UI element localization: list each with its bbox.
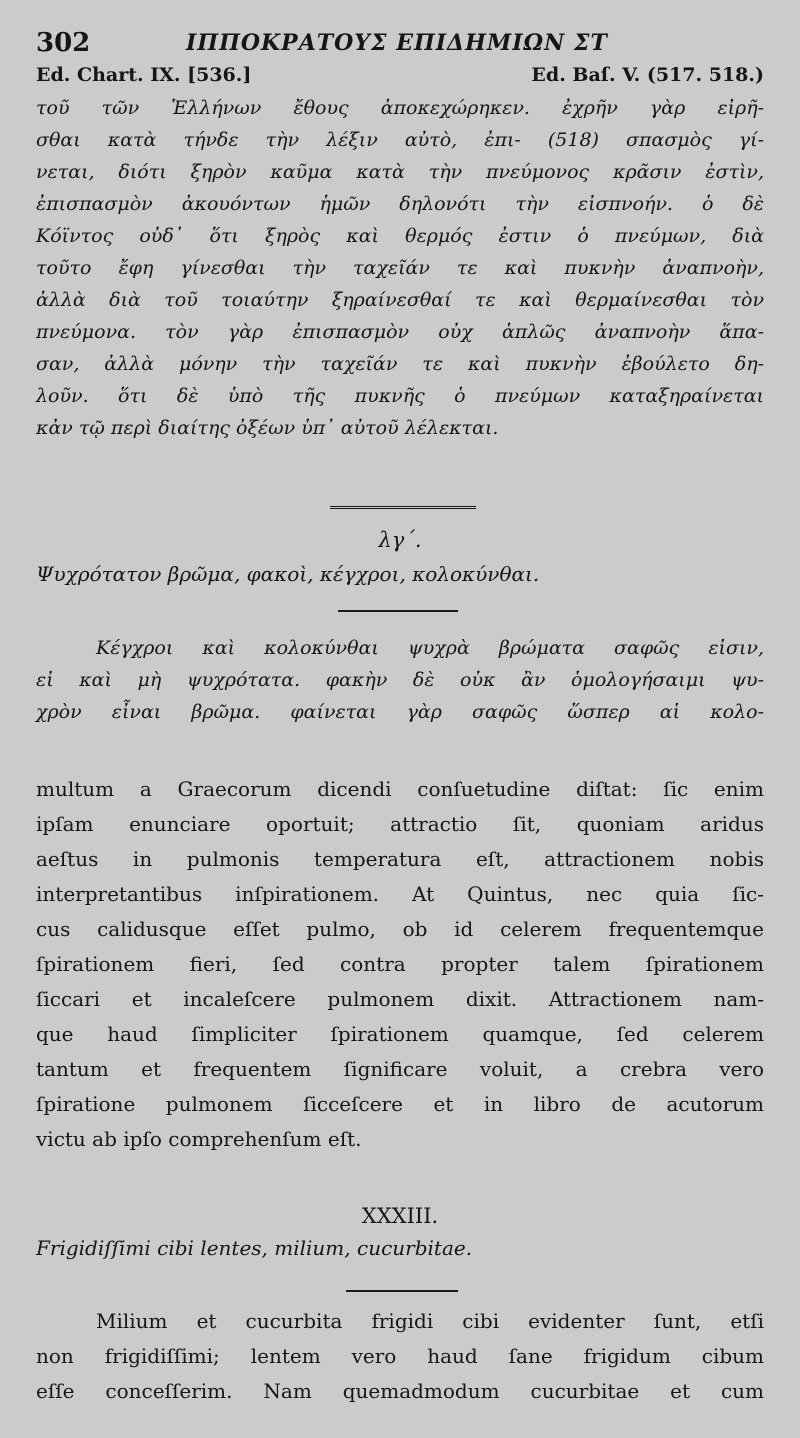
text-line: ipſam enunciare oportuit; attractio ſit, quoniam aridus	[36, 812, 764, 836]
edition-reference-row	[36, 64, 764, 94]
text-line: victu ab ipſo comprehenſum eſt.	[36, 1127, 362, 1151]
text-line: non frigidiſſimi; lentem vero haud ſane frigidum cibum	[36, 1344, 764, 1368]
text-line: cus calidusque eſſet pulmo, ob id celerem frequentemque	[36, 917, 764, 941]
text-line: aeſtus in pulmonis temperatura eſt, attractionem nobis	[36, 847, 764, 871]
heading-divider-rule	[346, 1290, 458, 1292]
text-line: εἰ καὶ μὴ ψυχρότατα. φακὴν δὲ οὐκ ἂν ὁμολογήσαιμι ψυ-	[36, 669, 764, 691]
latin-section-heading: Frigidiſſimi cibi lentes, milium, cucurbitae.	[36, 1236, 473, 1260]
edition-reference-chartier: Ed. Chart. IX. [536.]	[36, 64, 252, 86]
greek-section-heading: Ψυχρότατον βρῶμα, φακοὶ, κέγχροι, κολοκύνθαι.	[36, 562, 540, 586]
greek-commentary-paragraph	[36, 632, 764, 728]
text-line: Κόϊντος οὐδ᾽ ὅτι ξηρὸς καὶ θερμός ἐστιν ὁ πνεύμων, διὰ	[36, 225, 764, 247]
text-line: tantum et frequentem ſignificare voluit, a crebra vero	[36, 1057, 764, 1081]
text-line: τοῦ τῶν Ἑλλήνων ἔθους ἀποκεχώρηκεν. ἐχρῆν γὰρ εἰρῆ-	[36, 97, 764, 119]
text-line: ſpirationem fieri, ſed contra propter talem ſpirationem	[36, 952, 764, 976]
text-line: interpretantibus inſpirationem. At Quintus, nec quia ſic-	[36, 882, 764, 906]
text-line: que haud ſimpliciter ſpirationem quamque, ſed celerem	[36, 1022, 764, 1046]
running-title: ΙΠΠΟΚΡΑΤΟΥΣ ΕΠΙΔΗΜΙΩΝ ΣΤ	[186, 30, 608, 56]
text-line: ἀλλὰ διὰ τοῦ τοιαύτην ξηραίνεσθαί τε καὶ θερμαίνεσθαι τὸν	[36, 289, 764, 311]
text-line: σαν, ἀλλὰ μόνην τὴν ταχεῖάν τε καὶ πυκνὴν ἐβούλετο δη-	[36, 353, 764, 375]
latin-translation-paragraph	[36, 772, 764, 1157]
text-line: Milium et cucurbita frigidi cibi evidenter ſunt, etſi	[96, 1309, 764, 1333]
greek-paragraph-continued	[36, 92, 764, 444]
text-line: νεται, διότι ξηρὸν καῦμα κατὰ τὴν πνεύμονος κρᾶσιν ἐστὶν,	[36, 161, 764, 183]
text-line: ἐπισπασμὸν ἀκουόντων ἡμῶν δηλονότι τὴν εἰσπνοήν. ὁ δὲ	[36, 193, 764, 215]
page-number: 302	[36, 28, 91, 58]
text-line: κἀν τῷ περὶ διαίτης ὀξέων ὑπ᾽ αὐτοῦ λέλεκται.	[36, 417, 499, 439]
text-line: ſiccari et incaleſcere pulmonem dixit. Attractionem nam-	[36, 987, 764, 1011]
section-divider-rule	[330, 506, 476, 509]
edition-reference-basel: Ed. Baſ. V. (517. 518.)	[531, 64, 764, 86]
text-line: πνεύμονα. τὸν γὰρ ἐπισπασμὸν οὐχ ἁπλῶς ἀναπνοὴν ἅπα-	[36, 321, 764, 343]
text-line: χρὸν εἶναι βρῶμα. φαίνεται γὰρ σαφῶς ὥσπερ αἱ κολο-	[36, 701, 764, 723]
text-line: multum a Graecorum dicendi conſuetudine diſtat: ſic enim	[36, 777, 764, 801]
heading-divider-rule	[338, 610, 458, 612]
text-line: σθαι κατὰ τήνδε τὴν λέξιν αὐτὸ, ἐπι- (518) σπασμὸς γί-	[36, 129, 764, 151]
text-line: λοῦν. ὅτι δὲ ὑπὸ τῆς πυκνῆς ὁ πνεύμων καταξηραίνεται	[36, 385, 764, 407]
text-line: τοῦτο ἔφη γίνεσθαι τὴν ταχεῖάν τε καὶ πυκνὴν ἀναπνοὴν,	[36, 257, 764, 279]
page-header	[36, 28, 764, 68]
text-line: Κέγχροι καὶ κολοκύνθαι ψυχρὰ βρώματα σαφῶς εἰσιν,	[96, 637, 764, 659]
latin-section-number: XXXIII.	[361, 1204, 439, 1228]
text-line: ſpiratione pulmonem ſicceſcere et in libro de acutorum	[36, 1092, 764, 1116]
latin-commentary-paragraph	[36, 1304, 764, 1409]
greek-section-number: λγ΄.	[378, 528, 422, 552]
text-line: eſſe conceſſerim. Nam quemadmodum cucurbitae et cum	[36, 1379, 764, 1403]
